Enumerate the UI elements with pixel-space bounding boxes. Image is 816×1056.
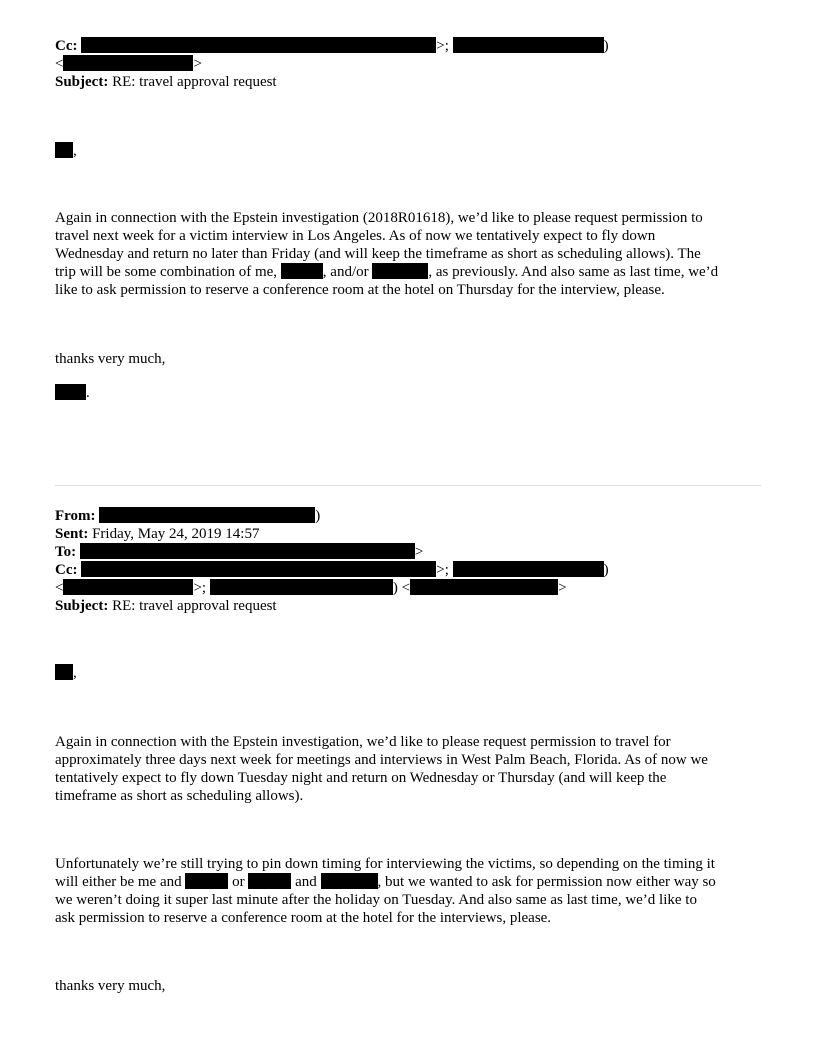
redaction [372,263,428,279]
text: , and/or [322,264,369,280]
email1-greeting [55,142,77,160]
to-label: To: [55,544,77,560]
subject-value: RE: travel approval request [112,74,277,90]
from-label: From: [55,508,96,524]
body-line: Unfortunately we’re still trying to pin down timing for interviewing the victims, so depending on the timing it [55,856,715,872]
redaction [55,384,86,400]
subject-label: Subject: [55,74,109,90]
email-divider [55,485,761,486]
subject-value: RE: travel approval request [112,598,277,614]
redaction [99,507,315,523]
email2-closing: thanks very much, [55,978,166,994]
cc-close-paren: ) [603,38,609,54]
email1-cc-line [55,37,609,55]
redaction [321,873,378,889]
angle-close: > [193,56,202,72]
body-line: timeframe as short as scheduling allows). [55,788,304,804]
text: or [232,874,245,890]
greeting-comma: , [73,143,77,159]
signoff-period: . [86,385,90,401]
body-line [55,263,767,281]
cc-separator: >; [436,562,449,578]
email2-subject-line [55,597,277,615]
body-line: tentatively expect to fly down Tuesday night and return on Wednesday or Thursday (and will keep the [55,770,667,786]
body-line: Again in connection with the Epstein investigation, we’d like to please request permission to travel for [55,734,671,750]
redaction [281,263,323,279]
email2-sent-line [55,525,259,543]
redaction [453,561,604,577]
redaction [210,579,393,595]
sent-label: Sent: [55,526,89,542]
cc-label: Cc: [55,38,78,54]
cc-label: Cc: [55,562,78,578]
greeting-comma: , [73,665,77,681]
text: trip will be some combination of me, [55,264,278,280]
email2-from-line [55,507,320,525]
subject-label: Subject: [55,598,109,614]
email1-closing: thanks very much, [55,351,166,367]
email1-signoff [55,384,90,402]
body-line [55,873,767,891]
body-line: approximately three days next week for meetings and interviews in West Palm Beach, Florida. As of now we [55,752,708,768]
angle-close: > [414,544,424,560]
email1-cc-line-2 [55,55,202,73]
cc-separator: ) < [392,580,411,596]
body-line: we weren’t doing it super last minute after the holiday on Tuesday. And also same as last time, we’d like to [55,892,697,908]
angle-open: < [55,580,64,596]
angle-open: < [55,56,64,72]
redaction [63,55,193,71]
redaction [248,873,291,889]
cc-separator: >; [436,38,449,54]
body-line: ask permission to reserve a conference room at the hotel for the interviews, please. [55,910,552,926]
body-line: Wednesday and return no later than Friday (and will keep the timeframe as short as scheduling allows). The [55,246,701,262]
cc-separator: >; [193,580,207,596]
redaction [55,142,73,158]
from-close-paren: ) [315,508,321,524]
redaction [80,543,415,559]
cc-close-paren: ) [603,562,609,578]
redaction [185,873,228,889]
body-line: like to ask permission to reserve a conference room at the hotel on Thursday for the interview, please. [55,282,665,298]
text: , but we wanted to ask for permission now either way so [377,874,716,890]
angle-close: > [558,580,567,596]
redaction [55,664,73,680]
redaction [410,579,558,595]
redaction [81,561,436,577]
email2-body-para-2 [55,855,767,927]
sent-value: Friday, May 24, 2019 14:57 [92,526,260,542]
redaction [81,37,436,53]
redaction [453,37,604,53]
email1-subject-line [55,73,277,91]
text: will either be me and [55,874,182,890]
email2-greeting [55,664,77,682]
email2-cc-line [55,561,609,579]
text: , as previously. And also same as last time, we’d [428,264,719,280]
email1-body [55,209,767,299]
email2-cc-line-2 [55,579,567,597]
redaction [63,579,193,595]
email2-to-line [55,543,423,561]
body-line: travel next week for a victim interview in Los Angeles. As of now we tentatively expect to fly down [55,228,656,244]
email2-body-para-1 [55,733,767,805]
body-line: Again in connection with the Epstein investigation (2018R01618), we’d like to please request permission to [55,210,703,226]
text: and [295,874,317,890]
